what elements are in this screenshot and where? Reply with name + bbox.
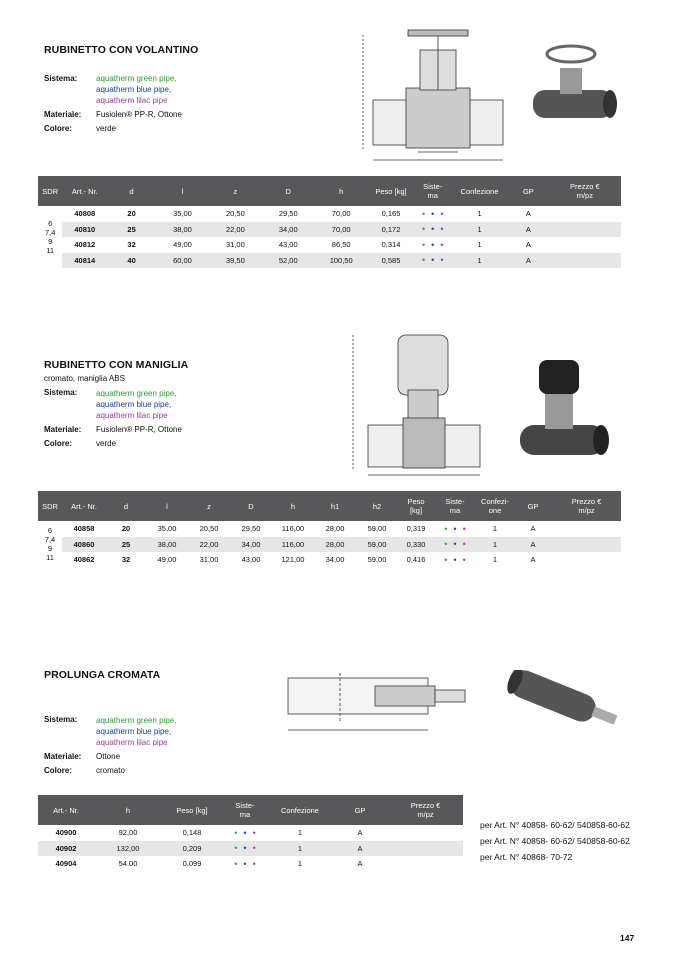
- cell: 28,00: [314, 537, 356, 553]
- cell: 121,00: [281, 555, 305, 565]
- page-number: 147: [620, 933, 635, 943]
- cell: 0,165: [381, 209, 401, 219]
- color-value: verde: [96, 124, 117, 133]
- col-header: Prezzo € m/pz: [549, 176, 621, 206]
- article-number: 40860: [62, 537, 106, 553]
- col-header: Prezzo € m/pz: [388, 795, 463, 825]
- cell: 70,00: [315, 222, 368, 238]
- col-header: d: [106, 491, 146, 521]
- article-number: 40900: [55, 828, 77, 838]
- cell: 1: [297, 828, 303, 838]
- cell: 59,00: [367, 555, 387, 565]
- cell: 29,50: [278, 209, 298, 219]
- cell: 20: [121, 524, 131, 534]
- col-header: Peso [kg]: [398, 491, 434, 521]
- price-cell: [388, 841, 463, 857]
- price-cell: [549, 222, 621, 238]
- system-dots: • • •: [422, 208, 444, 219]
- system-dots: • • •: [434, 537, 476, 553]
- col-header: l: [156, 176, 209, 206]
- cell: 38,00: [156, 222, 209, 238]
- system-green: aquatherm green pipe,: [96, 389, 177, 398]
- note-line: per Art. N° 40858- 60-62/ 540858-60-62: [480, 820, 630, 830]
- cell: 0.099: [182, 859, 202, 869]
- col-header: h: [272, 491, 314, 521]
- spec-block: [44, 73, 244, 143]
- cell: 31,00: [225, 240, 245, 250]
- cell: 92,00: [118, 828, 138, 838]
- col-header: Siste- ma: [434, 491, 476, 521]
- spec-label: Colore:: [44, 124, 72, 133]
- price-cell: [388, 856, 463, 872]
- price-cell: [552, 521, 621, 537]
- cell: 116,00: [281, 524, 305, 534]
- cell: 1: [297, 859, 303, 869]
- product-table: [38, 795, 463, 872]
- cell: A: [357, 859, 363, 869]
- cell: 116,00: [272, 537, 314, 553]
- system-lilac: aquatherm lilac pipe: [96, 411, 168, 420]
- col-header: Siste- ma: [414, 176, 451, 206]
- col-header: Confezione: [268, 795, 332, 825]
- col-header: z: [188, 491, 230, 521]
- col-header: Art.- Nr.: [62, 176, 107, 206]
- cell: 0,330: [398, 537, 434, 553]
- price-cell: [549, 206, 621, 222]
- article-number: 40862: [73, 555, 95, 565]
- system-lilac: aquatherm lilac pipe: [96, 96, 168, 105]
- col-header: h: [94, 795, 162, 825]
- cell: 0,585: [368, 253, 415, 269]
- system-dots: • • •: [222, 841, 268, 857]
- cell: 59,00: [356, 537, 398, 553]
- col-header: d: [107, 176, 156, 206]
- system-blue: aquatherm blue pipe,: [96, 727, 172, 736]
- cell: A: [525, 209, 531, 219]
- col-header: z: [209, 176, 262, 206]
- cell: 0,319: [406, 524, 426, 534]
- system-green: aquatherm green pipe,: [96, 74, 177, 83]
- cell: 22,00: [209, 222, 262, 238]
- col-header: l: [146, 491, 188, 521]
- cell: 43,00: [278, 240, 298, 250]
- note-line: per Art. N° 40858- 60-62/ 540858-60-62: [480, 836, 630, 846]
- col-header: Art.- Nr.: [38, 795, 94, 825]
- extension-technical-drawing: [280, 668, 480, 748]
- cell: A: [332, 841, 388, 857]
- col-header: Peso [kg]: [162, 795, 222, 825]
- cell: A: [508, 253, 549, 269]
- color-value: cromato: [96, 766, 125, 775]
- cell: 49,00: [157, 555, 177, 565]
- system-dots: • • •: [234, 858, 256, 869]
- cell: A: [525, 240, 531, 250]
- section-title: RUBINETTO CON VOLANTINO: [44, 44, 199, 56]
- system-dots: • • •: [414, 253, 451, 269]
- cell: 70,00: [331, 209, 351, 219]
- col-header: GP: [514, 491, 552, 521]
- section-title: RUBINETTO CON MANIGLIA: [44, 359, 189, 371]
- spec-label: Sistema:: [44, 715, 78, 724]
- cell: 100,50: [315, 253, 368, 269]
- cell: 43,00: [241, 555, 261, 565]
- cell: 39,50: [209, 253, 262, 269]
- spec-label: Sistema:: [44, 388, 78, 397]
- cell: 31,00: [199, 555, 219, 565]
- cell: 22,00: [188, 537, 230, 553]
- col-header: Siste- ma: [222, 795, 268, 825]
- cell: 0,148: [182, 828, 202, 838]
- cell: 52,00: [262, 253, 315, 269]
- article-number: 40814: [62, 253, 107, 269]
- cell: 38,00: [146, 537, 188, 553]
- valve-technical-drawing: [358, 20, 518, 170]
- cell: 1: [268, 841, 332, 857]
- cell: 1: [476, 537, 514, 553]
- cell: 132,00: [94, 841, 162, 857]
- spec-label: Materiale:: [44, 425, 82, 434]
- cell: 54.00: [118, 859, 138, 869]
- col-header: D: [262, 176, 315, 206]
- article-number: 40808: [74, 209, 96, 219]
- col-header: D: [230, 491, 272, 521]
- cell: A: [508, 222, 549, 238]
- system-dots: • • •: [234, 827, 256, 838]
- col-header: Prezzo € m/pz: [552, 491, 621, 521]
- cell: 0,209: [162, 841, 222, 857]
- cell: 49,00: [173, 240, 192, 250]
- cell: 20,50: [199, 524, 219, 534]
- cell: 1: [492, 555, 498, 565]
- system-dots: • • •: [414, 222, 451, 238]
- article-number: 40812: [74, 240, 96, 250]
- col-header: h2: [356, 491, 398, 521]
- cell: 0,314: [381, 240, 401, 250]
- cell: 34,00: [230, 537, 272, 553]
- cell: A: [357, 828, 363, 838]
- cell: 86,50: [331, 240, 351, 250]
- extension-photo: [498, 670, 628, 730]
- col-header: SDR: [38, 176, 62, 206]
- article-number: 40858: [73, 524, 95, 534]
- product-table: [38, 491, 621, 568]
- cell: 25: [107, 222, 156, 238]
- note-line: per Art. N° 40868- 70-72: [480, 852, 573, 862]
- cell: 32: [121, 555, 131, 565]
- handle-valve-technical-drawing: [348, 330, 498, 480]
- spec-label: Sistema:: [44, 74, 78, 83]
- system-dots: • • •: [444, 523, 466, 534]
- compatibility-notes: [480, 817, 670, 865]
- spec-label: Materiale:: [44, 110, 82, 119]
- system-green: aquatherm green pipe,: [96, 716, 177, 725]
- cell: 1: [451, 222, 508, 238]
- cell: 29,50: [241, 524, 261, 534]
- cell: 60,00: [156, 253, 209, 269]
- cell: 34,00: [325, 555, 345, 565]
- spec-block: [44, 387, 244, 457]
- col-header: h1: [314, 491, 356, 521]
- cell: 34,00: [262, 222, 315, 238]
- col-header: Confezione: [451, 176, 508, 206]
- spec-label: Colore:: [44, 766, 72, 775]
- price-cell: [388, 825, 463, 841]
- cell: 1: [477, 240, 482, 250]
- article-number: 40904: [55, 859, 77, 869]
- cell: 1: [492, 524, 498, 534]
- price-cell: [549, 237, 621, 253]
- system-blue: aquatherm blue pipe,: [96, 85, 172, 94]
- system-dots: • • •: [422, 239, 444, 250]
- cell: 59,00: [367, 524, 387, 534]
- cell: 1: [451, 253, 508, 269]
- section-subtitle: cromato, maniglia ABS: [44, 374, 125, 383]
- price-cell: [549, 253, 621, 269]
- handle-valve-photo: [515, 355, 615, 465]
- material-value: Fusiolen® PP-R, Ottone: [96, 425, 182, 434]
- color-value: verde: [96, 439, 117, 448]
- system-blue: aquatherm blue pipe,: [96, 400, 172, 409]
- cell: 32: [127, 240, 136, 250]
- col-header: Confezi- one: [476, 491, 514, 521]
- cell: 0,172: [368, 222, 415, 238]
- cell: A: [530, 524, 536, 534]
- section-title: PROLUNGA CROMATA: [44, 669, 161, 681]
- sdr-cell: 6 7,4 9 11: [38, 521, 62, 568]
- cell: 25: [106, 537, 146, 553]
- material-value: Fusiolen® PP-R, Ottone: [96, 110, 182, 119]
- product-table: [38, 176, 621, 268]
- cell: 20: [127, 209, 136, 219]
- cell: 35,00: [173, 209, 192, 219]
- material-value: Ottone: [96, 752, 121, 761]
- cell: 28,00: [325, 524, 345, 534]
- spec-label: Materiale:: [44, 752, 82, 761]
- col-header: SDR: [38, 491, 62, 521]
- sdr-cell: 6 7,4 9 11: [38, 206, 62, 268]
- article-number: 40810: [62, 222, 107, 238]
- col-header: h: [315, 176, 368, 206]
- col-header: Peso [kg]: [368, 176, 415, 206]
- cell: 35,00: [157, 524, 177, 534]
- spec-block: [44, 714, 244, 784]
- cell: 40: [107, 253, 156, 269]
- article-number: 40902: [38, 841, 94, 857]
- cell: A: [514, 537, 552, 553]
- system-dots: • • •: [444, 554, 466, 565]
- cell: 1: [477, 209, 482, 219]
- cell: 0,416: [406, 555, 426, 565]
- cell: A: [530, 555, 536, 565]
- cell: 20,50: [225, 209, 245, 219]
- col-header: GP: [508, 176, 549, 206]
- spec-label: Colore:: [44, 439, 72, 448]
- price-cell: [552, 552, 621, 568]
- valve-photo: [528, 40, 623, 135]
- system-lilac: aquatherm lilac pipe: [96, 738, 168, 747]
- price-cell: [552, 537, 621, 553]
- col-header: GP: [332, 795, 388, 825]
- col-header: Art.- Nr.: [62, 491, 106, 521]
